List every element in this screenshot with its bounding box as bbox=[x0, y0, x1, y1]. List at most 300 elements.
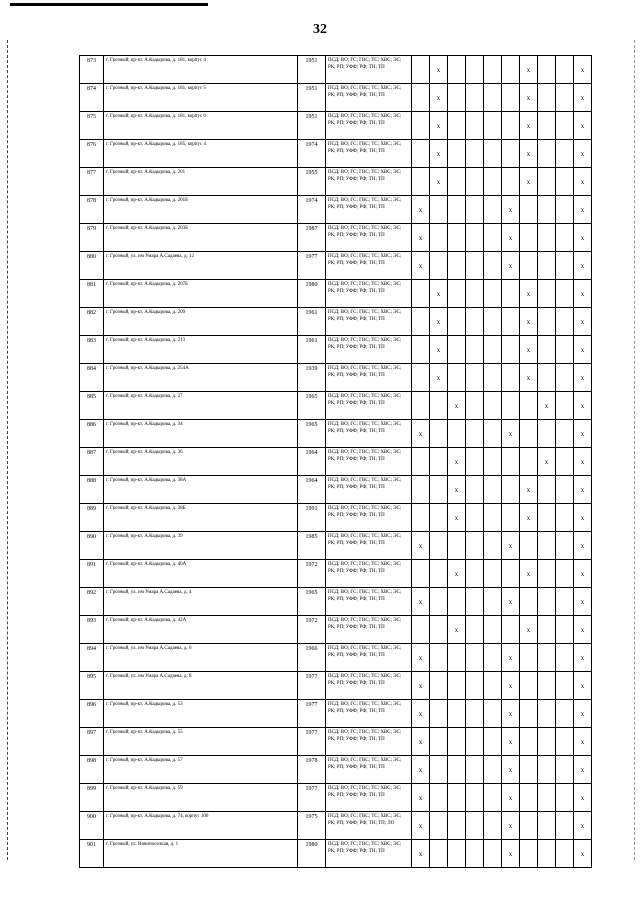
empty-cell bbox=[484, 308, 502, 336]
mark-cell: x bbox=[574, 224, 592, 252]
year-cell: 1966 bbox=[298, 644, 326, 672]
empty-cell bbox=[502, 560, 520, 588]
row-number: 873 bbox=[80, 56, 104, 84]
year-cell: 1980 bbox=[298, 840, 326, 868]
empty-cell bbox=[502, 448, 520, 476]
address-cell: г. Грозный, пр-кт. А.Кадырова, д. 40А bbox=[104, 560, 298, 588]
empty-cell bbox=[430, 784, 448, 812]
empty-cell bbox=[412, 616, 430, 644]
empty-cell bbox=[430, 700, 448, 728]
codes-cell: ПСД; ВО; ГС; ГВС; ТС; ХВС; ЭС; РК; РП; УФФ; РФ; ТН; ТП bbox=[326, 616, 412, 644]
address-cell: г. Грозный, пр-кт. А.Кадырова, д. 38А bbox=[104, 476, 298, 504]
address-cell: г. Грозный, пр-кт. А.Кадырова, д. 53 bbox=[104, 700, 298, 728]
address-cell: г. Грозный, пр-кт. А.Кадырова, д. 181, корпус 6 bbox=[104, 112, 298, 140]
mark-cell: x bbox=[574, 196, 592, 224]
row-number: 879 bbox=[80, 224, 104, 252]
year-cell: 1965 bbox=[298, 392, 326, 420]
row-number: 878 bbox=[80, 196, 104, 224]
address-cell: г. Грозный, ул. им Умара А.Садаева, д. 4 bbox=[104, 588, 298, 616]
empty-cell bbox=[448, 532, 466, 560]
table-row bbox=[80, 392, 592, 420]
empty-cell bbox=[556, 728, 574, 756]
codes-cell: ПСД; ВО; ГС; ГВС; ТС; ХВС; ЭС; РК; РП; УФФ; РФ; ТН; ТП bbox=[326, 420, 412, 448]
empty-cell bbox=[412, 308, 430, 336]
empty-cell bbox=[556, 392, 574, 420]
codes-cell: ПСД; ВО; ГС; ГВС; ТС; ХВС; ЭС; РК; РП; УФФ; РФ; ТН; ТП bbox=[326, 168, 412, 196]
codes-cell: ПСД; ВО; ГС; ГВС; ТС; ХВС; ЭС; РК; РП; УФФ; РФ; ТН; ТП bbox=[326, 308, 412, 336]
mark-cell: x bbox=[520, 112, 538, 140]
codes-cell: ПСД; ВО; ГС; ГВС; ТС; ХВС; ЭС; РК; РП; УФФ; РФ; ТН; ТП bbox=[326, 560, 412, 588]
mark-cell: x bbox=[574, 280, 592, 308]
empty-cell bbox=[448, 420, 466, 448]
mark-cell: x bbox=[574, 308, 592, 336]
address-cell: г. Грозный, пр-кт. А.Кадырова, д. 27 bbox=[104, 392, 298, 420]
empty-cell bbox=[538, 224, 556, 252]
address-cell: г. Грозный, пр-кт. А.Кадырова, д. 201Б bbox=[104, 196, 298, 224]
empty-cell bbox=[430, 448, 448, 476]
empty-cell bbox=[556, 476, 574, 504]
address-cell: г. Грозный, пр-кт. А.Кадырова, д. 55 bbox=[104, 728, 298, 756]
empty-cell bbox=[412, 476, 430, 504]
page-number: 32 bbox=[313, 22, 327, 37]
empty-cell bbox=[412, 140, 430, 168]
year-cell: 1985 bbox=[298, 532, 326, 560]
empty-cell bbox=[556, 504, 574, 532]
empty-cell bbox=[502, 140, 520, 168]
table-row bbox=[80, 588, 592, 616]
empty-cell bbox=[430, 476, 448, 504]
table-row bbox=[80, 364, 592, 392]
codes-cell: ПСД; ВО; ГС; ГВС; ТС; ХВС; ЭС; РК; РП; УФФ; РФ; ТН; ТП bbox=[326, 84, 412, 112]
mark-cell: x bbox=[430, 336, 448, 364]
row-number: 888 bbox=[80, 476, 104, 504]
empty-cell bbox=[484, 196, 502, 224]
mark-cell: x bbox=[502, 588, 520, 616]
empty-cell bbox=[520, 532, 538, 560]
empty-cell bbox=[430, 392, 448, 420]
table-row bbox=[80, 560, 592, 588]
year-cell: 1964 bbox=[298, 476, 326, 504]
year-cell: 1977 bbox=[298, 252, 326, 280]
row-number: 884 bbox=[80, 364, 104, 392]
table-row bbox=[80, 448, 592, 476]
row-number: 897 bbox=[80, 728, 104, 756]
empty-cell bbox=[520, 840, 538, 868]
mark-cell: x bbox=[502, 196, 520, 224]
mark-cell: x bbox=[574, 560, 592, 588]
empty-cell bbox=[466, 420, 484, 448]
mark-cell: x bbox=[574, 140, 592, 168]
codes-cell: ПСД; ВО; ГС; ГВС; ТС; ХВС; ЭС; РК; РП; УФФ; РФ; ТН; ТП bbox=[326, 392, 412, 420]
mark-cell: x bbox=[574, 364, 592, 392]
empty-cell bbox=[556, 56, 574, 84]
codes-cell: ПСД; ВО; ГС; ГВС; ТС; ХВС; ЭС; РК; РП; УФФ; РФ; ТН; ТП bbox=[326, 140, 412, 168]
empty-cell bbox=[502, 364, 520, 392]
row-number: 900 bbox=[80, 812, 104, 840]
empty-cell bbox=[448, 336, 466, 364]
empty-cell bbox=[538, 812, 556, 840]
year-cell: 1965 bbox=[298, 588, 326, 616]
mark-cell: x bbox=[430, 56, 448, 84]
empty-cell bbox=[448, 364, 466, 392]
year-cell: 1955 bbox=[298, 168, 326, 196]
empty-cell bbox=[538, 112, 556, 140]
empty-cell bbox=[430, 560, 448, 588]
empty-cell bbox=[412, 168, 430, 196]
empty-cell bbox=[466, 840, 484, 868]
mark-cell: x bbox=[538, 448, 556, 476]
mark-cell: x bbox=[412, 532, 430, 560]
row-number: 894 bbox=[80, 644, 104, 672]
empty-cell bbox=[538, 84, 556, 112]
year-cell: 1951 bbox=[298, 56, 326, 84]
empty-cell bbox=[538, 140, 556, 168]
mark-cell: x bbox=[430, 140, 448, 168]
empty-cell bbox=[466, 644, 484, 672]
mark-cell: x bbox=[412, 252, 430, 280]
codes-cell: ПСД; ВО; ГС; ГВС; ТС; ХВС; ЭС; РК; РП; УФФ; РФ; ТН; ТП bbox=[326, 112, 412, 140]
empty-cell bbox=[412, 84, 430, 112]
mark-cell: x bbox=[574, 448, 592, 476]
empty-cell bbox=[412, 280, 430, 308]
row-number: 891 bbox=[80, 560, 104, 588]
mark-cell: x bbox=[574, 168, 592, 196]
row-number: 885 bbox=[80, 392, 104, 420]
mark-cell: x bbox=[412, 784, 430, 812]
empty-cell bbox=[466, 532, 484, 560]
empty-cell bbox=[448, 280, 466, 308]
year-cell: 1978 bbox=[298, 756, 326, 784]
empty-cell bbox=[520, 784, 538, 812]
empty-cell bbox=[520, 448, 538, 476]
empty-cell bbox=[466, 168, 484, 196]
empty-cell bbox=[556, 224, 574, 252]
address-cell: г. Грозный, пр-кт. А.Кадырова, д. 34 bbox=[104, 420, 298, 448]
mark-cell: x bbox=[502, 224, 520, 252]
row-number: 875 bbox=[80, 112, 104, 140]
mark-cell: x bbox=[412, 700, 430, 728]
empty-cell bbox=[430, 840, 448, 868]
mark-cell: x bbox=[574, 756, 592, 784]
row-number: 898 bbox=[80, 756, 104, 784]
top-rule bbox=[10, 3, 208, 6]
empty-cell bbox=[520, 196, 538, 224]
empty-cell bbox=[448, 812, 466, 840]
empty-cell bbox=[520, 252, 538, 280]
empty-cell bbox=[556, 700, 574, 728]
empty-cell bbox=[556, 448, 574, 476]
empty-cell bbox=[466, 112, 484, 140]
empty-cell bbox=[484, 84, 502, 112]
mark-cell: x bbox=[412, 420, 430, 448]
mark-cell: x bbox=[430, 364, 448, 392]
empty-cell bbox=[484, 840, 502, 868]
codes-cell: ПСД; ВО; ГС; ГВС; ТС; ХВС; ЭС; РК; РП; УФФ; РФ; ТН; ТП bbox=[326, 280, 412, 308]
mark-cell: x bbox=[502, 784, 520, 812]
row-number: 896 bbox=[80, 700, 104, 728]
mark-cell: x bbox=[574, 728, 592, 756]
year-cell: 1977 bbox=[298, 672, 326, 700]
row-number: 882 bbox=[80, 308, 104, 336]
empty-cell bbox=[538, 196, 556, 224]
empty-cell bbox=[484, 336, 502, 364]
empty-cell bbox=[538, 588, 556, 616]
codes-cell: ПСД; ВО; ГС; ГВС; ТС; ХВС; ЭС; РК; РП; УФФ; РФ; ТН; ТП bbox=[326, 56, 412, 84]
empty-cell bbox=[502, 308, 520, 336]
row-number: 901 bbox=[80, 840, 104, 868]
mark-cell: x bbox=[574, 420, 592, 448]
empty-cell bbox=[430, 588, 448, 616]
codes-cell: ПСД; ВО; ГС; ГВС; ТС; ХВС; ЭС; РК; РП; УФФ; РФ; ТН; ТП bbox=[326, 672, 412, 700]
empty-cell bbox=[430, 644, 448, 672]
empty-cell bbox=[538, 784, 556, 812]
empty-cell bbox=[538, 616, 556, 644]
row-number: 895 bbox=[80, 672, 104, 700]
year-cell: 1975 bbox=[298, 812, 326, 840]
empty-cell bbox=[538, 308, 556, 336]
codes-cell: ПСД; ВО; ГС; ГВС; ТС; ХВС; ЭС; РК; РП; УФФ; РФ; ТН; ТП bbox=[326, 504, 412, 532]
empty-cell bbox=[556, 672, 574, 700]
empty-cell bbox=[466, 364, 484, 392]
mark-cell: x bbox=[574, 840, 592, 868]
row-number: 887 bbox=[80, 448, 104, 476]
table-row bbox=[80, 728, 592, 756]
row-number: 881 bbox=[80, 280, 104, 308]
mark-cell: x bbox=[448, 504, 466, 532]
codes-cell: ПСД; ВО; ГС; ГВС; ТС; ХВС; ЭС; РК; РП; УФФ; РФ; ТН; ТП bbox=[326, 336, 412, 364]
empty-cell bbox=[484, 280, 502, 308]
empty-cell bbox=[520, 756, 538, 784]
empty-cell bbox=[448, 700, 466, 728]
empty-cell bbox=[412, 112, 430, 140]
empty-cell bbox=[484, 56, 502, 84]
empty-cell bbox=[520, 420, 538, 448]
address-cell: г. Грозный, пр-кт. А.Кадырова, д. 203Б bbox=[104, 224, 298, 252]
mark-cell: x bbox=[574, 56, 592, 84]
empty-cell bbox=[412, 560, 430, 588]
table-row bbox=[80, 644, 592, 672]
empty-cell bbox=[448, 112, 466, 140]
mark-cell: x bbox=[412, 840, 430, 868]
address-cell: г. Грозный, ул. им Умара А.Садаева, д. 12 bbox=[104, 252, 298, 280]
empty-cell bbox=[502, 616, 520, 644]
mark-cell: x bbox=[502, 812, 520, 840]
empty-cell bbox=[448, 196, 466, 224]
codes-cell: ПСД; ВО; ГС; ГВС; ТС; ХВС; ЭС; РК; РП; УФФ; РФ; ТН; ТП bbox=[326, 784, 412, 812]
mark-cell: x bbox=[574, 672, 592, 700]
empty-cell bbox=[484, 420, 502, 448]
address-cell: г. Грозный, пр-кт. А.Кадырова, д. 201 bbox=[104, 168, 298, 196]
mark-cell: x bbox=[412, 588, 430, 616]
mark-cell: x bbox=[520, 140, 538, 168]
empty-cell bbox=[556, 168, 574, 196]
mark-cell: x bbox=[412, 728, 430, 756]
mark-cell: x bbox=[448, 392, 466, 420]
empty-cell bbox=[466, 224, 484, 252]
address-cell: г. Грозный, пр-кт. А.Кадырова, д. 57 bbox=[104, 756, 298, 784]
empty-cell bbox=[448, 588, 466, 616]
empty-cell bbox=[466, 588, 484, 616]
empty-cell bbox=[484, 700, 502, 728]
empty-cell bbox=[448, 252, 466, 280]
mark-cell: x bbox=[574, 784, 592, 812]
empty-cell bbox=[430, 812, 448, 840]
empty-cell bbox=[448, 56, 466, 84]
empty-cell bbox=[538, 252, 556, 280]
address-cell: г. Грозный, ул. Новопоселкая, д. 1 bbox=[104, 840, 298, 868]
empty-cell bbox=[430, 196, 448, 224]
table-row bbox=[80, 112, 592, 140]
empty-cell bbox=[448, 644, 466, 672]
empty-cell bbox=[556, 336, 574, 364]
empty-cell bbox=[484, 140, 502, 168]
empty-cell bbox=[412, 504, 430, 532]
empty-cell bbox=[556, 252, 574, 280]
empty-cell bbox=[430, 504, 448, 532]
empty-cell bbox=[466, 756, 484, 784]
table-row bbox=[80, 168, 592, 196]
empty-cell bbox=[502, 84, 520, 112]
buildings-table bbox=[79, 55, 592, 868]
mark-cell: x bbox=[502, 532, 520, 560]
empty-cell bbox=[538, 336, 556, 364]
table-row bbox=[80, 140, 592, 168]
address-cell: г. Грозный, пр-кт. А.Кадырова, д. 42А bbox=[104, 616, 298, 644]
empty-cell bbox=[538, 420, 556, 448]
empty-cell bbox=[502, 392, 520, 420]
mark-cell: x bbox=[574, 504, 592, 532]
mark-cell: x bbox=[412, 756, 430, 784]
table-row bbox=[80, 700, 592, 728]
empty-cell bbox=[556, 280, 574, 308]
empty-cell bbox=[556, 84, 574, 112]
empty-cell bbox=[466, 308, 484, 336]
empty-cell bbox=[538, 728, 556, 756]
codes-cell: ПСД; ВО; ГС; ГВС; ТС; ХВС; ЭС; РК; РП; УФФ; РФ; ТН; ТП bbox=[326, 700, 412, 728]
empty-cell bbox=[484, 756, 502, 784]
empty-cell bbox=[412, 56, 430, 84]
year-cell: 1972 bbox=[298, 560, 326, 588]
row-number: 877 bbox=[80, 168, 104, 196]
mark-cell: x bbox=[448, 448, 466, 476]
row-number: 886 bbox=[80, 420, 104, 448]
mark-cell: x bbox=[520, 168, 538, 196]
empty-cell bbox=[430, 532, 448, 560]
empty-cell bbox=[484, 672, 502, 700]
empty-cell bbox=[466, 196, 484, 224]
empty-cell bbox=[520, 672, 538, 700]
empty-cell bbox=[484, 784, 502, 812]
empty-cell bbox=[466, 392, 484, 420]
table-row bbox=[80, 812, 592, 840]
empty-cell bbox=[466, 560, 484, 588]
row-number: 874 bbox=[80, 84, 104, 112]
empty-cell bbox=[412, 336, 430, 364]
mark-cell: x bbox=[430, 280, 448, 308]
empty-cell bbox=[538, 756, 556, 784]
empty-cell bbox=[448, 224, 466, 252]
mark-cell: x bbox=[520, 476, 538, 504]
empty-cell bbox=[556, 616, 574, 644]
row-number: 899 bbox=[80, 784, 104, 812]
table-row bbox=[80, 756, 592, 784]
year-cell: 1965 bbox=[298, 420, 326, 448]
empty-cell bbox=[484, 728, 502, 756]
mark-cell: x bbox=[430, 112, 448, 140]
empty-cell bbox=[556, 532, 574, 560]
table-row bbox=[80, 196, 592, 224]
mark-cell: x bbox=[538, 392, 556, 420]
year-cell: 1964 bbox=[298, 448, 326, 476]
codes-cell: ПСД; ВО; ГС; ГВС; ТС; ХВС; ЭС; РК; РП; УФФ; РФ; ТН; ТП bbox=[326, 840, 412, 868]
empty-cell bbox=[556, 308, 574, 336]
codes-cell: ПСД; ВО; ГС; ГВС; ТС; ХВС; ЭС; РК; РП; УФФ; РФ; ТН; ТП bbox=[326, 224, 412, 252]
empty-cell bbox=[484, 448, 502, 476]
empty-cell bbox=[556, 196, 574, 224]
empty-cell bbox=[448, 168, 466, 196]
empty-cell bbox=[466, 476, 484, 504]
row-number: 876 bbox=[80, 140, 104, 168]
empty-cell bbox=[412, 392, 430, 420]
table-row bbox=[80, 420, 592, 448]
empty-cell bbox=[484, 364, 502, 392]
empty-cell bbox=[538, 840, 556, 868]
empty-cell bbox=[430, 616, 448, 644]
mark-cell: x bbox=[520, 364, 538, 392]
empty-cell bbox=[466, 812, 484, 840]
mark-cell: x bbox=[502, 644, 520, 672]
mark-cell: x bbox=[502, 252, 520, 280]
empty-cell bbox=[484, 532, 502, 560]
table-row bbox=[80, 56, 592, 84]
table-row bbox=[80, 84, 592, 112]
mark-cell: x bbox=[412, 812, 430, 840]
year-cell: 1977 bbox=[298, 784, 326, 812]
empty-cell bbox=[466, 728, 484, 756]
year-cell: 1951 bbox=[298, 84, 326, 112]
mark-cell: x bbox=[520, 504, 538, 532]
scan-edge-right bbox=[634, 40, 636, 860]
mark-cell: x bbox=[412, 644, 430, 672]
row-number: 880 bbox=[80, 252, 104, 280]
mark-cell: x bbox=[574, 112, 592, 140]
codes-cell: ПСД; ВО; ГС; ГВС; ТС; ХВС; ЭС; РК; РП; УФФ; РФ; ТН; ТП bbox=[326, 252, 412, 280]
year-cell: 1961 bbox=[298, 336, 326, 364]
empty-cell bbox=[448, 84, 466, 112]
codes-cell: ПСД; ВО; ГС; ГВС; ТС; ХВС; ЭС; РК; РП; УФФ; РФ; ТН; ТП bbox=[326, 196, 412, 224]
empty-cell bbox=[466, 504, 484, 532]
year-cell: 1977 bbox=[298, 728, 326, 756]
empty-cell bbox=[538, 168, 556, 196]
empty-cell bbox=[484, 588, 502, 616]
codes-cell: ПСД; ВО; ГС; ГВС; ТС; ХВС; ЭС; РК; РП; УФФ; РФ; ТН; ТП bbox=[326, 644, 412, 672]
mark-cell: x bbox=[412, 196, 430, 224]
empty-cell bbox=[466, 252, 484, 280]
mark-cell: x bbox=[430, 168, 448, 196]
row-number: 893 bbox=[80, 616, 104, 644]
empty-cell bbox=[484, 616, 502, 644]
year-cell: 1961 bbox=[298, 308, 326, 336]
codes-cell: ПСД; ВО; ГС; ГВС; ТС; ХВС; ЭС; РК; РП; УФФ; РФ; ТН; ТП bbox=[326, 532, 412, 560]
empty-cell bbox=[448, 728, 466, 756]
address-cell: г. Грозный, пр-кт. А.Кадырова, д. 185, корпус 4 bbox=[104, 140, 298, 168]
mark-cell: x bbox=[520, 280, 538, 308]
empty-cell bbox=[520, 700, 538, 728]
table-row bbox=[80, 224, 592, 252]
empty-cell bbox=[466, 672, 484, 700]
mark-cell: x bbox=[574, 252, 592, 280]
empty-cell bbox=[466, 84, 484, 112]
